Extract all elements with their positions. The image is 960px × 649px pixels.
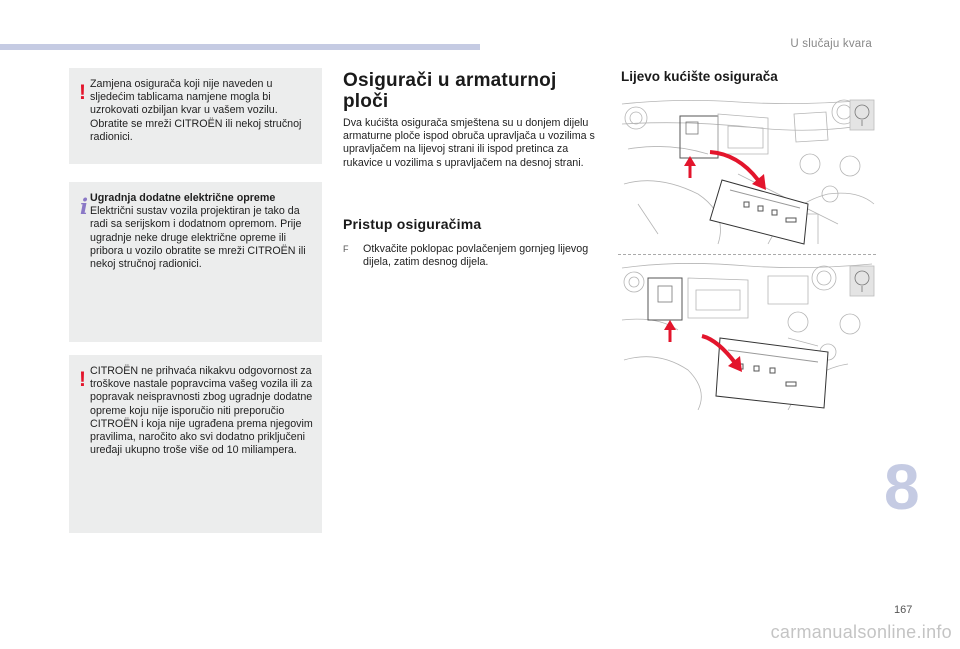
dashboard-illustration-bottom [618, 260, 876, 410]
top-accent-bar [0, 44, 480, 50]
watermark: carmanualsonline.info [770, 622, 952, 642]
step-text: Otkvačite poklopac povlačenjem gornjeg lijevog dijela, zatim desnog dijela. [363, 243, 589, 269]
liability-note-box [69, 355, 322, 533]
step-marker-icon: F [343, 244, 349, 254]
illustration-divider [618, 254, 876, 255]
subsection-heading: Pristup osiguračima [343, 216, 482, 232]
info-note-box [69, 182, 322, 342]
fusebox-heading: Lijevo kućište osigurača [621, 69, 778, 84]
chapter-number: 8 [884, 451, 920, 523]
warning-icon: ! [79, 81, 86, 104]
step-item [343, 243, 593, 269]
warning-icon: ! [79, 368, 86, 391]
warning-note-text: Zamjena osigurača koji nije naveden u sljedećim tablicama namjene mogla bi uzrokovati ozbiljan kvar u vašem vozilu. Obratite se mreži CITROËN ili nekoj stručnoj radionici. [90, 78, 302, 143]
section-heading: Osigurači u armaturnoj ploči [343, 70, 557, 112]
info-note-title: Ugradnja dodatne električne opreme [90, 192, 276, 204]
liability-note-text: CITROËN ne prihvaća nikakvu odgovornost za troškove nastale popravcima vašeg vozila ili za popravak neispravnosti zbog ugradnje dodatne opreme koju nije isporučio niti preporučio CITROËN i koja nije ugrađena prema njegovim pravilima, naročito ako svi dodatno priključeni uređaji ukupno troše više od 10 miliampera. [90, 365, 313, 457]
info-note-content [90, 192, 318, 271]
section-title: U slučaju kvara [790, 38, 872, 50]
page-number: 167 [894, 604, 913, 616]
info-icon: i [80, 194, 88, 219]
intro-paragraph: Dva kućišta osigurača smještena su u donjem dijelu armaturne ploče ispod obruča upravljača u vozilima s upravljačem na lijevoj strani ili ispod pretinca za rukavice u vozilima s upravljačem na desnoj strani. [343, 117, 595, 169]
info-note-text: Električni sustav vozila projektiran je tako da radi sa serijskom i dodatnom opremom. Prije ugradnje neke druge električne opreme ili pribora u vozilo obratite se mreži CITROËN ili nekoj stručnoj radionici. [90, 205, 306, 271]
dashboard-illustration-top [618, 94, 876, 247]
warning-note-box [69, 68, 322, 164]
